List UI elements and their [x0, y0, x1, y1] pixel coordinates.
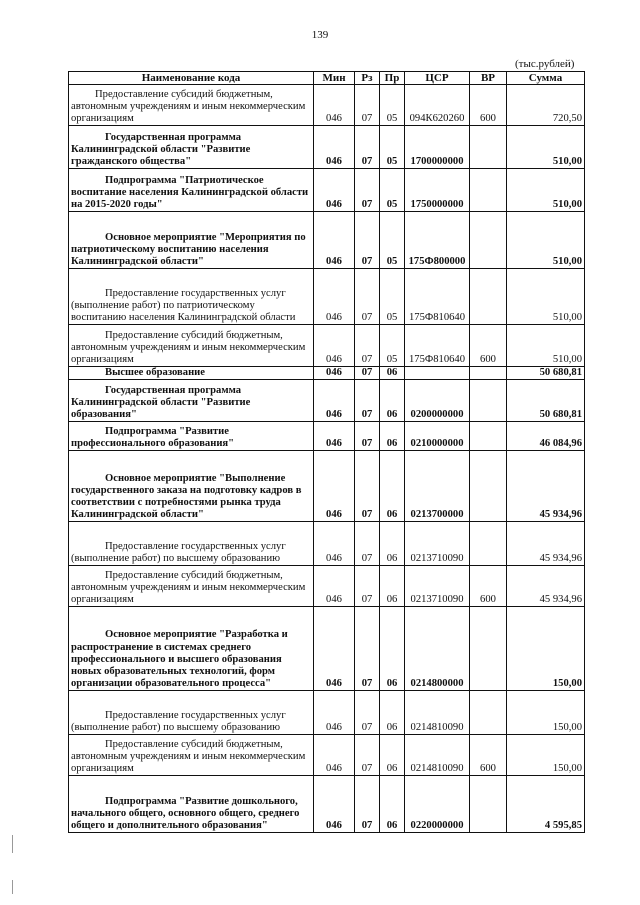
- cell-vr: [470, 169, 507, 212]
- cell-pr: 05: [380, 269, 405, 325]
- cell-name: Подпрограмма "Патриотическое воспитание населения Калининградской области на 2015-2020 годы": [69, 169, 314, 212]
- cell-csr: [405, 367, 470, 380]
- cell-sum: 45 934,96: [507, 522, 585, 566]
- cell-rz: 07: [355, 269, 380, 325]
- cell-sum: 510,00: [507, 169, 585, 212]
- cell-vr: 600: [470, 566, 507, 607]
- table-row: [69, 126, 585, 169]
- cell-rz: 07: [355, 380, 380, 422]
- cell-name: Предоставление государственных услуг (выполнение работ) по высшему образованию: [69, 691, 314, 735]
- cell-csr: 0214810090: [405, 691, 470, 735]
- table-header-row: [69, 72, 585, 85]
- table-row: [69, 169, 585, 212]
- cell-rz: 07: [355, 422, 380, 451]
- cell-pr: 06: [380, 691, 405, 735]
- cell-sum: 150,00: [507, 691, 585, 735]
- cell-csr: 0213710090: [405, 522, 470, 566]
- cell-sum: 50 680,81: [507, 367, 585, 380]
- header-min: Мин: [314, 72, 355, 85]
- table-row: [69, 522, 585, 566]
- margin-mark: [12, 835, 13, 853]
- cell-name: Государственная программа Калининградской области "Развитие гражданского общества": [69, 126, 314, 169]
- header-pr: Пр: [380, 72, 405, 85]
- header-sum: Сумма: [507, 72, 585, 85]
- table-row: [69, 566, 585, 607]
- cell-vr: [470, 522, 507, 566]
- cell-vr: [470, 367, 507, 380]
- cell-sum: 45 934,96: [507, 451, 585, 522]
- cell-csr: 175Ф800000: [405, 212, 470, 269]
- cell-sum: 4 595,85: [507, 776, 585, 833]
- cell-rz: 07: [355, 735, 380, 776]
- units-label: (тыс.рублей): [515, 58, 575, 70]
- cell-sum: 720,50: [507, 85, 585, 126]
- cell-min: 046: [314, 367, 355, 380]
- cell-vr: [470, 380, 507, 422]
- table-row: [69, 380, 585, 422]
- cell-rz: 07: [355, 126, 380, 169]
- cell-vr: [470, 269, 507, 325]
- header-vr: ВР: [470, 72, 507, 85]
- cell-pr: 06: [380, 735, 405, 776]
- table-body: [69, 85, 585, 833]
- cell-rz: 07: [355, 566, 380, 607]
- cell-min: 046: [314, 522, 355, 566]
- cell-vr: [470, 776, 507, 833]
- cell-vr: [470, 607, 507, 691]
- header-name: Наименование кода: [69, 72, 314, 85]
- cell-name: Основное мероприятие "Мероприятия по патриотическому воспитанию населения Калининградской области": [69, 212, 314, 269]
- cell-pr: 06: [380, 422, 405, 451]
- cell-name: Подпрограмма "Развитие профессионального образования": [69, 422, 314, 451]
- table-row: [69, 325, 585, 367]
- budget-table: [68, 71, 585, 833]
- cell-min: 046: [314, 735, 355, 776]
- cell-pr: 06: [380, 451, 405, 522]
- cell-vr: [470, 422, 507, 451]
- cell-name: Предоставление субсидий бюджетным, автономным учреждениям и иным некоммерческим организациям: [69, 735, 314, 776]
- cell-csr: 0220000000: [405, 776, 470, 833]
- table-row: [69, 691, 585, 735]
- cell-vr: [470, 451, 507, 522]
- cell-pr: 06: [380, 776, 405, 833]
- table-row: [69, 85, 585, 126]
- cell-csr: 0210000000: [405, 422, 470, 451]
- cell-rz: 07: [355, 607, 380, 691]
- cell-pr: 05: [380, 126, 405, 169]
- cell-min: 046: [314, 607, 355, 691]
- cell-sum: 150,00: [507, 735, 585, 776]
- cell-rz: 07: [355, 325, 380, 367]
- cell-name: Подпрограмма "Развитие дошкольного, начального общего, основного общего, среднего общего и дополнительного образования": [69, 776, 314, 833]
- header-rz: Рз: [355, 72, 380, 85]
- margin-mark: [12, 880, 13, 894]
- cell-rz: 07: [355, 85, 380, 126]
- cell-pr: 05: [380, 169, 405, 212]
- cell-csr: 0214800000: [405, 607, 470, 691]
- cell-name: Предоставление государственных услуг (выполнение работ) по высшему образованию: [69, 522, 314, 566]
- cell-pr: 06: [380, 522, 405, 566]
- cell-rz: 07: [355, 169, 380, 212]
- cell-pr: 05: [380, 212, 405, 269]
- cell-pr: 06: [380, 380, 405, 422]
- cell-min: 046: [314, 380, 355, 422]
- cell-min: 046: [314, 126, 355, 169]
- cell-vr: 600: [470, 325, 507, 367]
- table-row: [69, 367, 585, 380]
- cell-csr: 175Ф810640: [405, 325, 470, 367]
- cell-csr: 1700000000: [405, 126, 470, 169]
- cell-name: Государственная программа Калининградской области "Развитие образования": [69, 380, 314, 422]
- cell-name: Предоставление субсидий бюджетным, автономным учреждениям и иным некоммерческим организациям: [69, 325, 314, 367]
- cell-sum: 510,00: [507, 126, 585, 169]
- cell-pr: 06: [380, 367, 405, 380]
- cell-pr: 06: [380, 607, 405, 691]
- table-row: [69, 269, 585, 325]
- cell-min: 046: [314, 776, 355, 833]
- cell-vr: 600: [470, 85, 507, 126]
- cell-sum: 510,00: [507, 212, 585, 269]
- cell-csr: 0200000000: [405, 380, 470, 422]
- cell-min: 046: [314, 566, 355, 607]
- cell-rz: 07: [355, 367, 380, 380]
- cell-sum: 50 680,81: [507, 380, 585, 422]
- cell-rz: 07: [355, 212, 380, 269]
- cell-min: 046: [314, 85, 355, 126]
- cell-csr: 0213700000: [405, 451, 470, 522]
- cell-vr: [470, 691, 507, 735]
- cell-pr: 05: [380, 325, 405, 367]
- cell-name: Высшее образование: [69, 367, 314, 380]
- table-row: [69, 451, 585, 522]
- cell-sum: 510,00: [507, 269, 585, 325]
- cell-name: Предоставление субсидий бюджетным, автономным учреждениям и иным некоммерческим организациям: [69, 85, 314, 126]
- cell-vr: [470, 126, 507, 169]
- cell-min: 046: [314, 451, 355, 522]
- header-csr: ЦСР: [405, 72, 470, 85]
- page-number: 139: [311, 29, 329, 41]
- cell-name: Основное мероприятие "Выполнение государственного заказа на подготовку кадров в соответствии с потребностями рынка труда Калининградской области": [69, 451, 314, 522]
- table-row: [69, 212, 585, 269]
- cell-name: Предоставление государственных услуг (выполнение работ) по патриотическому воспитанию населения Калининградской области: [69, 269, 314, 325]
- cell-name: Основное мероприятие "Разработка и распространение в системах среднего профессионального и высшего образования новых образовательных технологий, форм организации образовательного процесса": [69, 607, 314, 691]
- cell-vr: [470, 212, 507, 269]
- cell-pr: 05: [380, 85, 405, 126]
- cell-csr: 1750000000: [405, 169, 470, 212]
- cell-csr: 094К620260: [405, 85, 470, 126]
- cell-csr: 0213710090: [405, 566, 470, 607]
- cell-rz: 07: [355, 776, 380, 833]
- cell-vr: 600: [470, 735, 507, 776]
- cell-min: 046: [314, 169, 355, 212]
- cell-min: 046: [314, 212, 355, 269]
- cell-sum: 46 084,96: [507, 422, 585, 451]
- cell-name: Предоставление субсидий бюджетным, автономным учреждениям и иным некоммерческим организациям: [69, 566, 314, 607]
- cell-rz: 07: [355, 691, 380, 735]
- cell-min: 046: [314, 691, 355, 735]
- cell-sum: 45 934,96: [507, 566, 585, 607]
- cell-csr: 175Ф810640: [405, 269, 470, 325]
- table-row: [69, 735, 585, 776]
- cell-csr: 0214810090: [405, 735, 470, 776]
- cell-min: 046: [314, 422, 355, 451]
- cell-sum: 150,00: [507, 607, 585, 691]
- table-row: [69, 607, 585, 691]
- cell-rz: 07: [355, 522, 380, 566]
- cell-min: 046: [314, 269, 355, 325]
- cell-pr: 06: [380, 566, 405, 607]
- cell-min: 046: [314, 325, 355, 367]
- table-row: [69, 422, 585, 451]
- table-row: [69, 776, 585, 833]
- cell-rz: 07: [355, 451, 380, 522]
- cell-sum: 510,00: [507, 325, 585, 367]
